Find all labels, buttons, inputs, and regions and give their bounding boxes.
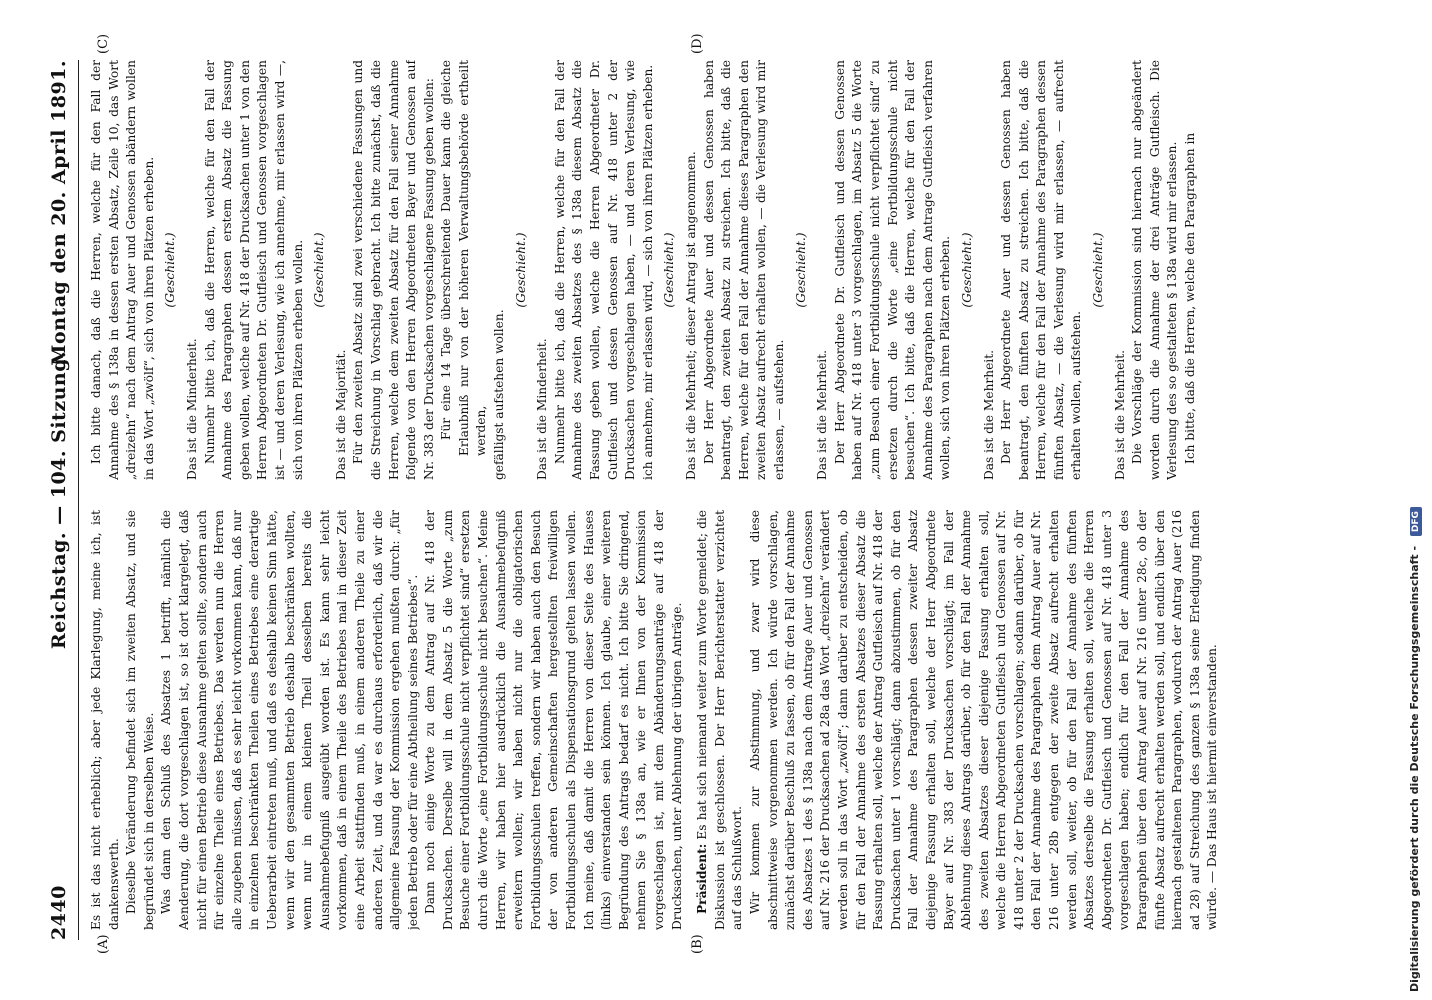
stage-direction: (Geschieht.) bbox=[959, 232, 974, 308]
stage-direction: (Geschieht.) bbox=[1091, 232, 1106, 308]
paragraph: Der Herr Abgeordnete Dr. Gutfleisch und dessen Genossen haben auf Nr. 418 unter 3 vorgeschlagen, im Absatz 5 die Worte „zum Besuch einer Fortbildungsschule nicht verpflichtet sind“ zu ersetzen durch die Worte „eine Fortbildungsschule nicht besuchen“. Ich bitte, daß die Herren, welche für den Fall der Annahme des Paragraphen nach dem Antrage Gutfleisch verfahren wollen, sich von ihren Plätzen erheben. bbox=[832, 60, 953, 480]
result: Das ist die Minderheit. bbox=[535, 338, 550, 480]
margin-mark-b: (B) bbox=[690, 934, 705, 954]
stage-direction: (Geschieht.) bbox=[513, 232, 528, 308]
paragraph: Die Vorschläge der Kommission sind hiernach nur abgeändert worden durch die Annahme der drei Anträge Gutfleisch. Die Verlesung des so gestalteten § 138a wird mir erlassen. bbox=[1130, 60, 1180, 480]
paragraph: Nunmehr bitte ich, daß die Herren, welche für den Fall der Annahme des Paragraphen dessen erstem Absatz die Fassung geben wollen, welche auf Nr. 418 der Drucksachen unter 1 von den Herren Abgeordneten Dr. Gutfleisch und Genossen vorgeschlagen ist — und deren Verlesung, wie ich annehme, mir erlassen wird —, sich von ihren Plätzen erheben wollen. bbox=[202, 60, 305, 480]
result: Das ist die Mehrheit. bbox=[981, 350, 996, 480]
paragraph: Was dann den Schluß des Absatzes 1 betrifft, nämlich die Aenderung, die dort vorgeschlagen ist, so ist dort klargelegt, daß nicht für einen Betrieb diese Ausnahme gelten sollte, sondern auch für einzelne Theile eines Betriebes. Das werden nun die Herren alle zugeben müssen, daß es sehr leicht vorkommen kann, daß nur in einzelnen beschränkten Theilen eines Betriebes eine derartige Ueberarbeit eintreten muß, und daß es deshalb keinen Sinn hätte, wenn wir den gesammten Betrieb deshalb beschränken wollten, wenn nur in einem kleinen Theil desselben bereits die Ausnahmebefugniß ausgeübt worden ist. Es kann sehr leicht vorkommen, daß in einem Theile des Betriebes mal in dieser Zeit eine Arbeit stattfinden muß, in einem anderen Theile zu einer anderen Zeit, und da war es durchaus erforderlich, daß wir die allgemeine Fassung der Kommission ergehen mußten durch: „für jeden Betrieb oder für eine Abtheilung seines Betriebes“. bbox=[159, 510, 420, 930]
result: Das ist die Mehrheit; dieser Antrag ist angenommen. bbox=[684, 151, 698, 480]
session-date: Montag den 20. April 1891. bbox=[48, 60, 70, 366]
paragraph: Dann noch einige Worte zu dem Antrag auf Nr. 418 der Drucksachen. Derselbe will in dem Absatz 5 die Worte „zum Besuche einer Fortbildungsschule nicht verpflichtet sind“ ersetzen durch die Worte „eine Fortbildungsschule nicht besuchen“. Meine Herren, wir haben hier ausdrücklich die Ausnahmebefugniß erweitern wollen; wir haben nicht nur die obligatorischen Fortbildungsschulen treffen, sondern wir haben auch den Besuch der von anderen Gemeinschaften hergestellten freiwilligen Fortbildungsschulen als Dispensationsgrund gelten lassen wollen. Ich meine, daß damit die Herren von dieser Seite des Hauses (links) einverstanden sein können. Ich glaube, einer weiteren Begründung des Antrags bedarf es nicht. Ich bitte Sie dringend, nehmen Sie § 138a an, wie er Ihnen von der Kommission vorgeschlagen ist, mit dem Abänderungsanträge auf 418 der Drucksachen, unter Ablehnung der übrigen Anträge. bbox=[423, 510, 684, 930]
page-number: 2440 bbox=[48, 885, 70, 940]
paragraph: Der Herr Abgeordnete Auer und dessen Genossen haben beantragt, den zweiten Absatz zu streichen. Ich bitte, daß die Herren, welche für den Fall der Annahme dieses Paragraphen den zweiten Absatz aufrecht erhalten wollen, — die Verlesung wird mir erlassen, — aufstehen. bbox=[701, 60, 786, 480]
stage-direction: (Geschieht.) bbox=[163, 232, 178, 308]
left-column bbox=[88, 510, 1388, 930]
president-statement: Präsident: Es hat sich niemand weiter zum Worte gemeldet; die Diskussion ist geschlossen. Der Herr Berichterstatter verzichtet auf das Schlußwort. bbox=[695, 510, 745, 930]
stage-direction: (Geschieht.) bbox=[312, 232, 327, 308]
result: Das ist die Mehrheit. bbox=[1112, 350, 1127, 480]
paragraph: Wir kommen zur Abstimmung, und zwar wird diese abschnittweise vorgenommen werden. Ich würde vorschlagen, zunächst darüber Beschluß zu fassen, ob für den Fall der Annahme des Absatzes 1 des § 138a nach dem Antrage Auer und Genossen auf Nr. 216 der Drucksachen ad 28a das Wort „dreizehn“ verändert werden soll in das Wort „zwölf“; dann darüber zu entscheiden, ob für den Fall der Annahme des ersten Absatzes dieser Absatz die Fassung erhalten soll, welche der Antrag Gutfleisch auf Nr. 418 der Drucksachen unter 1 vorschlägt; dann abzustimmen, ob für den Fall der Annahme des Paragraphen dessen zweiter Absatz diejenige Fassung erhalten soll, welche der Herr Abgeordnete Bayer auf Nr. 383 der Drucksachen vorschlägt; im Fall der Ablehnung dieses Antrags darüber, ob für den Fall der Annahme des zweiten Absatzes dieser diejenige Fassung erhalten soll, welche die Herren Abgeordneten Gutfleisch und Genossen auf Nr. 418 unter 2 der Drucksachen vorschlagen; sodann darüber, ob für den Fall der Annahme des Paragraphen dem Antrag Auer auf Nr. 216 unter 28b entgegen der zweite Absatz aufrecht erhalten werden soll, weiter, ob für den Fall der Annahme des fünften Absatzes derselbe die Fassung erhalten soll, welche die Herren Abgeordneten Dr. Gutfleisch und Genossen auf Nr. 418 unter 3 vorgeschlagen haben; endlich für den Fall der Annahme des Paragraphen über den Antrag Auer auf Nr. 216 unter 28c, ob der fünfte Absatz aufrecht erhalten werden soll, und endlich über den hiernach gestaltenen Paragraphen, wodurch der Antrag Auer (216 ad 28) auf Streichung des ganzen § 138a seine Erledigung finden würde. — Das Haus ist hiermit einverstanden. bbox=[747, 510, 1220, 930]
digitization-credit bbox=[1408, 8, 1422, 992]
page-header bbox=[48, 60, 78, 940]
credit-text: Digitalisierung gefördert durch die Deutsche Forschungsgemeinschaft - bbox=[1408, 545, 1421, 992]
stage-direction: (Geschieht.) bbox=[793, 232, 808, 308]
paragraph: Ich bitte, daß die Herren, welche den Paragraphen in bbox=[1183, 132, 1198, 464]
margin-mark-a: (A) bbox=[96, 934, 111, 954]
paragraph: Nunmehr bitte ich, daß die Herren, welche für den Fall der Annahme des zweiten Absatzes des § 138a diesem Absatz die Fassung geben wollen, welche die Herren Abgeordneter Dr. Gutfleisch und dessen Genossen auf Nr. 418 unter 2 der Drucksachen vorgeschlagen haben, — und deren Verlesung, wie ich annehme, mir erlassen wird, — sich von ihren Plätzen erheben. bbox=[552, 60, 655, 480]
stage-direction: (Geschieht.) bbox=[662, 232, 677, 308]
paragraph: gefälligst aufstehen wollen. bbox=[492, 309, 507, 480]
page-title: Reichstag. — 104. Sitzung. bbox=[48, 350, 70, 650]
margin-mark-c: (C) bbox=[96, 33, 111, 54]
result: Das ist die Minderheit. bbox=[184, 338, 199, 480]
header-rule bbox=[78, 60, 79, 940]
margin-mark-d: (D) bbox=[690, 33, 705, 54]
result: Das ist die Majorität. bbox=[333, 349, 348, 480]
quoted-proposal: Für eine 14 Tage überschreitende Dauer kann die gleiche Erlaubniß nur von der höheren Verwaltungsbehörde ertheilt werden, bbox=[439, 60, 489, 456]
paragraph: Der Herr Abgeordnete Auer und dessen Genossen haben beantragt, den fünften Absatz zu streichen. Ich bitte, daß die Herren, welche für den Fall der Annahme des Paragraphen dessen fünften Absatz, — die Verlesung wird mir erlassen, — aufrecht erhalten wollen, aufstehen. bbox=[999, 60, 1084, 480]
dfg-logo: DFG bbox=[1410, 507, 1422, 536]
right-column bbox=[88, 60, 1388, 480]
paragraph: Für den zweiten Absatz sind zwei verschiedene Fassungen und die Streichung in Vorschlag gebracht. Ich bitte zunächst, daß die Herren, welche dem zweiten Absatz für den Fall seiner Annahme folgende von den Herren Abgeordneten Bayer und Genossen auf Nr. 383 der Drucksachen vorgeschlagene Fassung geben wollen: bbox=[351, 60, 436, 480]
paragraph: Ich bitte danach, daß die Herren, welche für den Fall der Annahme des § 138a in dessen ersten Absatz, Zeile 10, das Wort „dreizehn“ nach dem Antrag Auer und Genossen abändern wollen in das Wort „zwölf“, sich von ihren Plätzen erheben. bbox=[89, 60, 156, 480]
result: Das ist die Mehrheit. bbox=[815, 350, 830, 480]
speaker-label: Präsident: bbox=[695, 843, 710, 914]
paragraph: Es ist das nicht erheblich; aber jede Klarlegung, meine ich, ist dankenswerth. bbox=[89, 510, 121, 930]
paragraph: Dieselbe Veränderung befindet sich im zweiten Absatz, und sie begründet sich in derselben Weise. bbox=[124, 510, 156, 930]
